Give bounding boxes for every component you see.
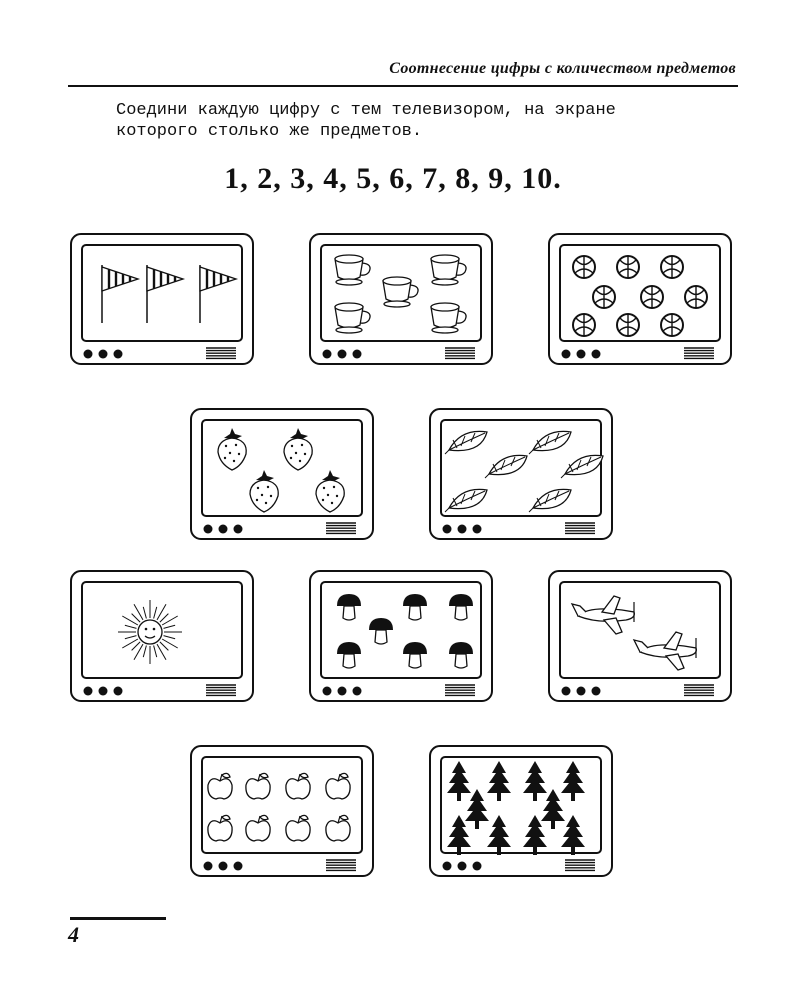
header-divider xyxy=(68,85,738,87)
tv-leaves[interactable] xyxy=(429,408,613,540)
tv-strawberries[interactable] xyxy=(190,408,374,540)
number-1[interactable]: 1, xyxy=(224,162,249,195)
ball-icon xyxy=(685,286,707,308)
tv-mushrooms[interactable] xyxy=(309,570,493,702)
footer-divider xyxy=(70,917,166,920)
page-number: 4 xyxy=(68,922,79,947)
number-3[interactable]: 3, xyxy=(290,162,315,195)
tv-balls[interactable] xyxy=(548,233,732,365)
number-5[interactable]: 5, xyxy=(356,162,381,195)
task-instruction: Соедини каждую цифру с тем телевизором, на экране которого столько же предметов. xyxy=(116,101,616,141)
ball-icon xyxy=(617,314,639,336)
tv-apples[interactable] xyxy=(190,745,374,877)
ball-icon xyxy=(573,314,595,336)
number-8[interactable]: 8, xyxy=(455,162,480,195)
tv-airplanes[interactable] xyxy=(548,570,732,702)
number-4[interactable]: 4, xyxy=(323,162,348,195)
tv-sun[interactable] xyxy=(70,570,254,702)
tv-flags[interactable] xyxy=(70,233,254,365)
number-2[interactable]: 2, xyxy=(257,162,282,195)
ball-icon xyxy=(573,256,595,278)
number-6[interactable]: 6, xyxy=(389,162,414,195)
tv-fir-trees[interactable] xyxy=(429,745,613,877)
ball-icon xyxy=(661,256,683,278)
number-9[interactable]: 9, xyxy=(488,162,513,195)
tv-cups[interactable] xyxy=(309,233,493,365)
ball-icon xyxy=(661,314,683,336)
ball-icon xyxy=(617,256,639,278)
number-7[interactable]: 7, xyxy=(422,162,447,195)
numbers-row xyxy=(0,162,786,196)
ball-icon xyxy=(593,286,615,308)
number-10[interactable]: 10. xyxy=(521,162,562,195)
page-header-title: Соотнесение цифры с количеством предметов xyxy=(389,60,736,77)
ball-icon xyxy=(641,286,663,308)
